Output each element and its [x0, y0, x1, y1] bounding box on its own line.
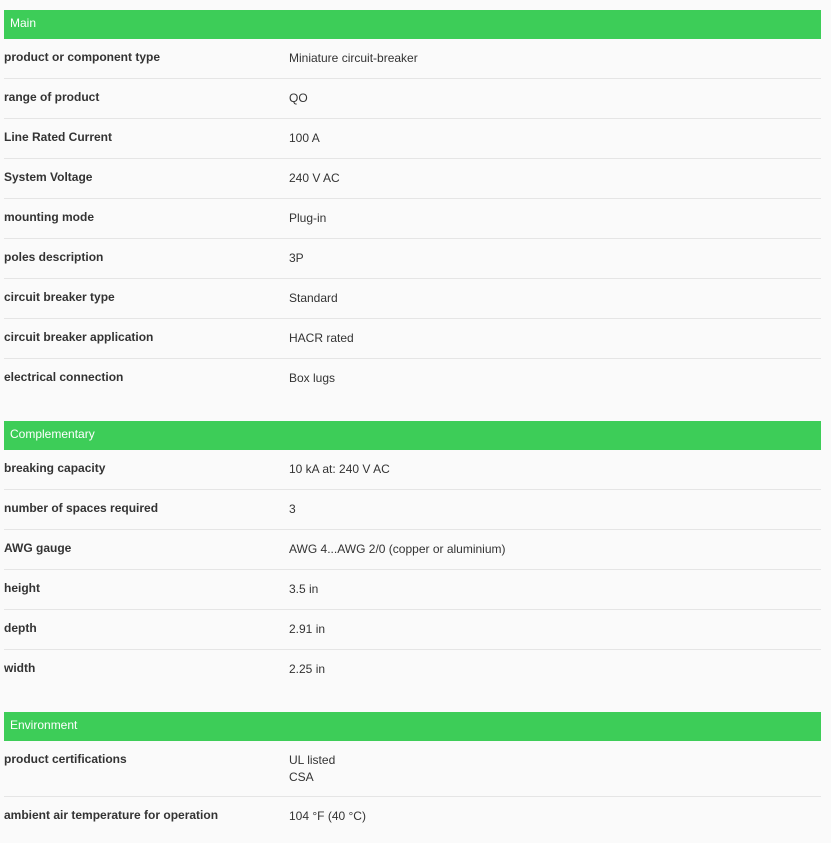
spec-value	[289, 450, 821, 488]
spec-row	[4, 450, 821, 490]
spec-row	[4, 650, 821, 690]
spec-value	[289, 570, 821, 608]
spec-rows-environment	[4, 741, 821, 837]
spec-value-line: 2.91 in	[289, 622, 326, 636]
spec-value	[289, 279, 821, 317]
section-main	[4, 10, 821, 399]
spec-value	[289, 119, 821, 157]
section-header-main: Main	[4, 10, 821, 39]
spec-rows-complementary	[4, 450, 821, 690]
spec-value	[289, 530, 821, 568]
spec-value-line: 240 V AC	[289, 171, 340, 185]
spec-value-line: Plug-in	[289, 211, 327, 225]
spec-value-line: QO	[289, 91, 308, 105]
spec-row	[4, 359, 821, 399]
spec-row	[4, 239, 821, 279]
spec-row	[4, 530, 821, 570]
section-header-environment: Environment	[4, 712, 821, 741]
section-environment	[4, 712, 821, 837]
spec-label: product or component type	[4, 50, 160, 64]
spec-label: ambient air temperature for operation	[4, 808, 219, 822]
spec-label: depth	[4, 621, 37, 635]
spec-row	[4, 199, 821, 239]
spec-value	[289, 159, 821, 197]
section-header-complementary: Complementary	[4, 421, 821, 450]
spec-value-line: AWG 4...AWG 2/0 (copper or aluminium)	[289, 542, 506, 556]
spec-row	[4, 797, 821, 837]
spec-row	[4, 741, 821, 797]
spec-value	[289, 239, 821, 277]
spec-label: breaking capacity	[4, 461, 106, 475]
spec-value	[289, 79, 821, 117]
spec-row	[4, 79, 821, 119]
spec-label: width	[4, 661, 36, 675]
spec-value-line: 3.5 in	[289, 582, 319, 596]
spec-value-line: Miniature circuit-breaker	[289, 51, 418, 65]
spec-table	[4, 10, 821, 837]
spec-label: System Voltage	[4, 170, 93, 184]
spec-value	[289, 490, 821, 528]
spec-row	[4, 39, 821, 79]
spec-value-line: 104 °F (40 °C)	[289, 809, 366, 823]
spec-value-line: 100 A	[289, 131, 320, 145]
spec-row	[4, 119, 821, 159]
spec-row	[4, 610, 821, 650]
spec-label: AWG gauge	[4, 541, 72, 555]
spec-row	[4, 279, 821, 319]
spec-label: mounting mode	[4, 210, 94, 224]
spec-label: electrical connection	[4, 370, 124, 384]
spec-value-line: 10 kA at: 240 V AC	[289, 462, 390, 476]
spec-label: number of spaces required	[4, 501, 159, 515]
spec-value	[289, 741, 821, 796]
spec-label: height	[4, 581, 40, 595]
spec-rows-main	[4, 39, 821, 399]
spec-label: range of product	[4, 90, 100, 104]
spec-value-line: CSA	[289, 770, 314, 784]
spec-row	[4, 490, 821, 530]
spec-row	[4, 570, 821, 610]
spec-value-line: 3	[289, 502, 296, 516]
section-complementary	[4, 421, 821, 690]
spec-row	[4, 319, 821, 359]
spec-label: circuit breaker application	[4, 330, 154, 344]
spec-value	[289, 359, 821, 397]
spec-value	[289, 319, 821, 357]
section-spacer	[4, 690, 821, 712]
spec-label: circuit breaker type	[4, 290, 115, 304]
spec-value	[289, 797, 821, 835]
spec-label: Line Rated Current	[4, 130, 113, 144]
spec-value-line: UL listed	[289, 753, 336, 767]
spec-label: product certifications	[4, 752, 127, 766]
spec-value-line: 3P	[289, 251, 304, 265]
spec-value	[289, 610, 821, 648]
spec-label: poles description	[4, 250, 104, 264]
spec-value-line: HACR rated	[289, 331, 354, 345]
spec-value	[289, 650, 821, 688]
spec-value-line: 2.25 in	[289, 662, 326, 676]
section-spacer	[4, 399, 821, 421]
spec-value-line: Standard	[289, 291, 338, 305]
spec-value	[289, 199, 821, 237]
spec-value-line: Box lugs	[289, 371, 336, 385]
spec-value	[289, 39, 821, 77]
spec-row	[4, 159, 821, 199]
